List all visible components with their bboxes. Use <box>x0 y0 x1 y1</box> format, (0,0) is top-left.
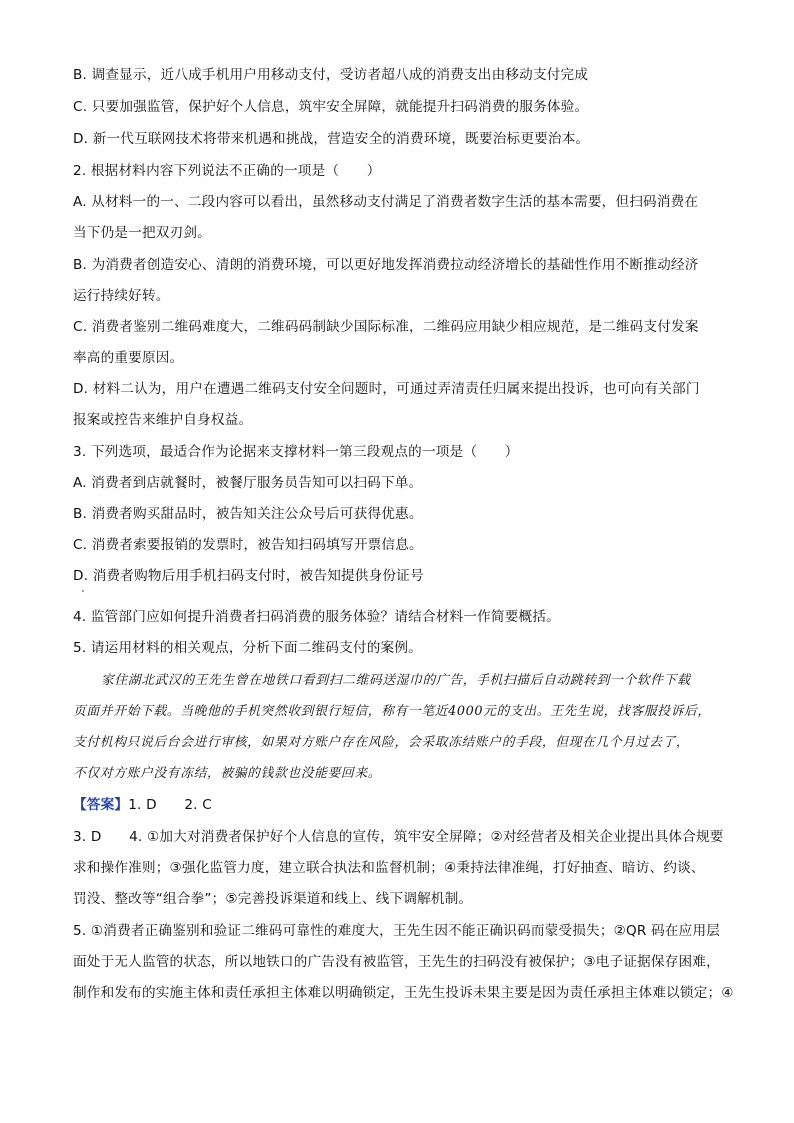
case-line-4: 不仅对方账户没有冻结，被骗的钱款也没能要回来。 <box>73 766 382 781</box>
case-line-2: 页面并开始下载。当晚他的手机突然收到银行短信，称有一笔近4000元的支出。王先生说，找客服投诉后， <box>73 704 711 719</box>
option-c-q2-cont: 率高的重要原因。 <box>73 350 184 366</box>
answer-line-3: 求和操作准则；③强化监管力度，建立联合执法和监督机制；④秉持法律准绳，打好抽查、暗访、约谈、 <box>73 860 705 876</box>
answer-line-7: 制作和发布的实施主体和责任承担主体难以明确锁定，王先生投诉未果主要是因为责任承担主体难以锁定；④ <box>73 985 734 1001</box>
question-3: 3. 下列选项，最适合作为论据来支撑材料一第三段观点的一项是（ ） <box>73 444 519 460</box>
question-2: 2. 根据材料内容下列说法不正确的一项是（ ） <box>73 163 381 179</box>
stray-dot <box>82 590 84 592</box>
question-4: 4. 监管部门应如何提升消费者扫码消费的服务体验？请结合材料一作简要概括。 <box>73 609 560 625</box>
option-b-q2-cont: 运行持续好转。 <box>73 288 170 304</box>
option-c-q1: C. 只要加强监管，保护好个人信息，筑牢安全屏障，就能提升扫码消费的服务体验。 <box>73 99 589 115</box>
question-5: 5. 请运用材料的相关观点，分析下面二维码支付的案例。 <box>73 640 422 656</box>
option-a-q2-cont: 当下仍是一把双刃剑。 <box>73 225 211 241</box>
case-line-3: 支付机构只说后台会进行审核，如果对方账户存在风险，会采取冻结账户的手段，但现在几个月过去了， <box>73 735 690 750</box>
answer-line-6: 面处于无人监管的状态，所以地铁口的广告没有被监管，王先生的扫码没有被保护；③电子证据保存困难， <box>73 954 720 970</box>
option-a-q2: A. 从材料一的一、二段内容可以看出，虽然移动支付满足了消费者数字生活的基本需要，但扫码消费在 <box>73 194 699 210</box>
answer-line-2: 3. D 4. ①加大对消费者保护好个人信息的宣传，筑牢安全屏障；②对经营者及相关企业提出具体合规要 <box>73 829 724 845</box>
answer-line-1 <box>73 796 212 814</box>
option-b-q1: B. 调查显示，近八成手机用户用移动支付，受访者超八成的消费支出由移动支付完成 <box>73 67 589 83</box>
answer-line-4: 罚没、整改等“组合拳”；⑤完善投诉渠道和线上、线下调解机制。 <box>73 891 473 907</box>
option-b-q2: B. 为消费者创造安心、清朗的消费环境，可以更好地发挥消费拉动经济增长的基础性作用不断推动经济 <box>73 257 699 273</box>
answer-tag: 【答案】 <box>73 797 129 813</box>
option-c-q2: C. 消费者鉴别二维码难度大，二维码码制缺少国际标准，二维码应用缺少相应规范，是二维码支付发案 <box>73 319 699 335</box>
answer-line-5: 5. ①消费者正确鉴别和验证二维码可靠性的难度大，王先生因不能正确识码而蒙受损失；②QR 码在应用层 <box>73 923 721 939</box>
case-line-1: 家住湖北武汉的王先生曾在地铁口看到扫二维码送湿巾的广告，手机扫描后自动跳转到一个软件下载 <box>101 673 691 688</box>
option-d-q1: D. 新一代互联网技术将带来机遇和挑战，营造安全的消费环境，既要治标更要治本。 <box>73 131 590 147</box>
option-c-q3: C. 消费者索要报销的发票时，被告知扫码填写开票信息。 <box>73 537 423 553</box>
option-b-q3: B. 消费者购买甜品时，被告知关注公众号后可获得优惠。 <box>73 506 423 522</box>
option-a-q3: A. 消费者到店就餐时，被餐厅服务员告知可以扫码下单。 <box>73 475 423 491</box>
option-d-q3: D. 消费者购物后用手机扫码支付时，被告知提供身份证号 <box>73 568 424 584</box>
answer-1-2: 1. D 2. C <box>128 797 212 813</box>
option-d-q2-cont: 报案或控告来维护自身权益。 <box>73 412 253 428</box>
option-d-q2: D. 材料二认为，用户在遭遇二维码支付安全问题时，可通过弄清责任归属来提出投诉，也可向有关部门 <box>73 381 700 397</box>
